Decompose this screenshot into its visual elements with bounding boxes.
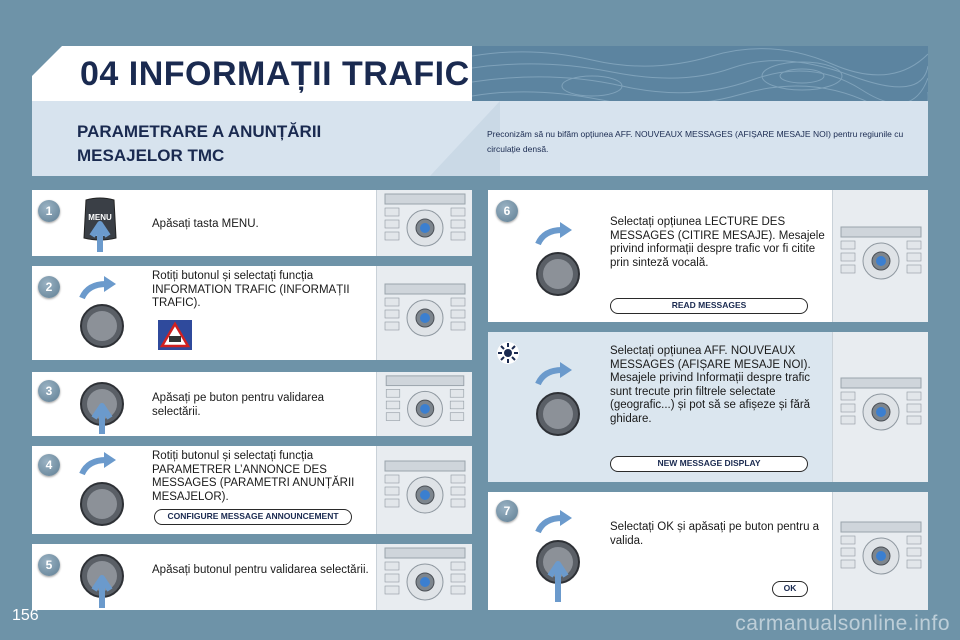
step-5-badge: 5 [38,554,60,576]
configure-announcement-pill: CONFIGURE MESSAGE ANNOUNCEMENT [154,509,352,525]
section-title [77,120,321,168]
page-number: 156 [12,607,39,624]
step-2-badge: 2 [38,276,60,298]
ok-pill: OK [772,581,808,597]
rotate-knob-icon [76,276,128,348]
step-7-text: Selectați OK și apăsați pe buton pentru a valida. [610,521,820,547]
page-title: 04 INFORMAȚII TRAFIC [80,55,470,93]
step-7-badge: 7 [496,500,518,522]
console-panel-icon [832,332,928,482]
console-panel-icon [376,190,472,256]
step-1-text: Apăsați tasta MENU. [152,218,259,230]
rotate-press-knob-icon [532,510,584,602]
console-panel-drawing [833,332,929,482]
rotate-knob-icon [76,452,128,528]
section-title-line1: PARAMETRARE A ANUNȚĂRII [77,122,322,141]
step-2-text: Rotiți butonul și selectați funcția INFORMATION TRAFIC (INFORMAȚII TRAFIC). [152,270,350,309]
console-panel-drawing [377,266,473,360]
console-panel-drawing [377,446,473,534]
step-1-badge: 1 [38,200,60,222]
step-4-badge: 4 [38,454,60,476]
traffic-sign-icon [158,320,192,350]
console-panel-drawing [833,190,929,322]
console-panel-drawing [377,190,473,256]
menu-key-icon [80,196,120,252]
step-3-badge: 3 [38,380,60,402]
new-message-display-pill: NEW MESSAGE DISPLAY [610,456,808,472]
console-panel-icon [376,372,472,436]
step-3-text: Apăsați pe buton pentru validarea selectării. [152,392,324,418]
advice-note: Preconizăm să nu bifăm opțiunea AFF. NOUVEAUX MESSAGES (AFIȘARE MESAJE NOI) pentru regiunile cu circulație densă. [487,129,904,154]
step-6b-text: Selectați opțiunea AFF. NOUVEAUX MESSAGES (AFIȘARE MESAJE NOI). Mesajele privind Informații despre trafic sunt trecute prin filtrele selectate (geografic...) și pot să se afișeze și fără ghidare. [610,345,811,425]
rotate-knob-icon [532,222,584,298]
step-6-text: Selectați opțiunea LECTURE DES MESSAGES (CITIRE MESAJE). Mesajele privind informații despre trafic vor fi citite prin sinteză vocală. [610,216,825,269]
step-4-text: Rotiți butonul și selectați funcția PARAMETRER L’ANNONCE DES MESSAGES (PARAMETRI ANUNȚĂRII MESAJELOR). [152,450,355,503]
step-5-text: Apăsați butonul pentru validarea selectării. [152,564,369,576]
press-knob-icon [76,546,128,608]
menu-key-label: MENU [88,213,112,222]
console-panel-drawing [377,372,473,436]
tip-sun-icon [496,341,520,365]
watermark: carmanualsonline.info [735,612,950,635]
section-title-line2: MESAJELOR TMC [77,146,225,165]
step-6-badge: 6 [496,200,518,222]
topographic-banner [472,46,928,108]
console-panel-icon [832,190,928,322]
console-panel-icon [832,492,928,610]
console-panel-drawing [377,544,473,610]
console-panel-drawing [833,492,929,610]
console-panel-icon [376,266,472,360]
console-panel-icon [376,544,472,610]
console-panel-icon [376,446,472,534]
press-knob-icon [76,374,128,434]
rotate-knob-icon [532,362,584,438]
read-messages-pill: READ MESSAGES [610,298,808,314]
